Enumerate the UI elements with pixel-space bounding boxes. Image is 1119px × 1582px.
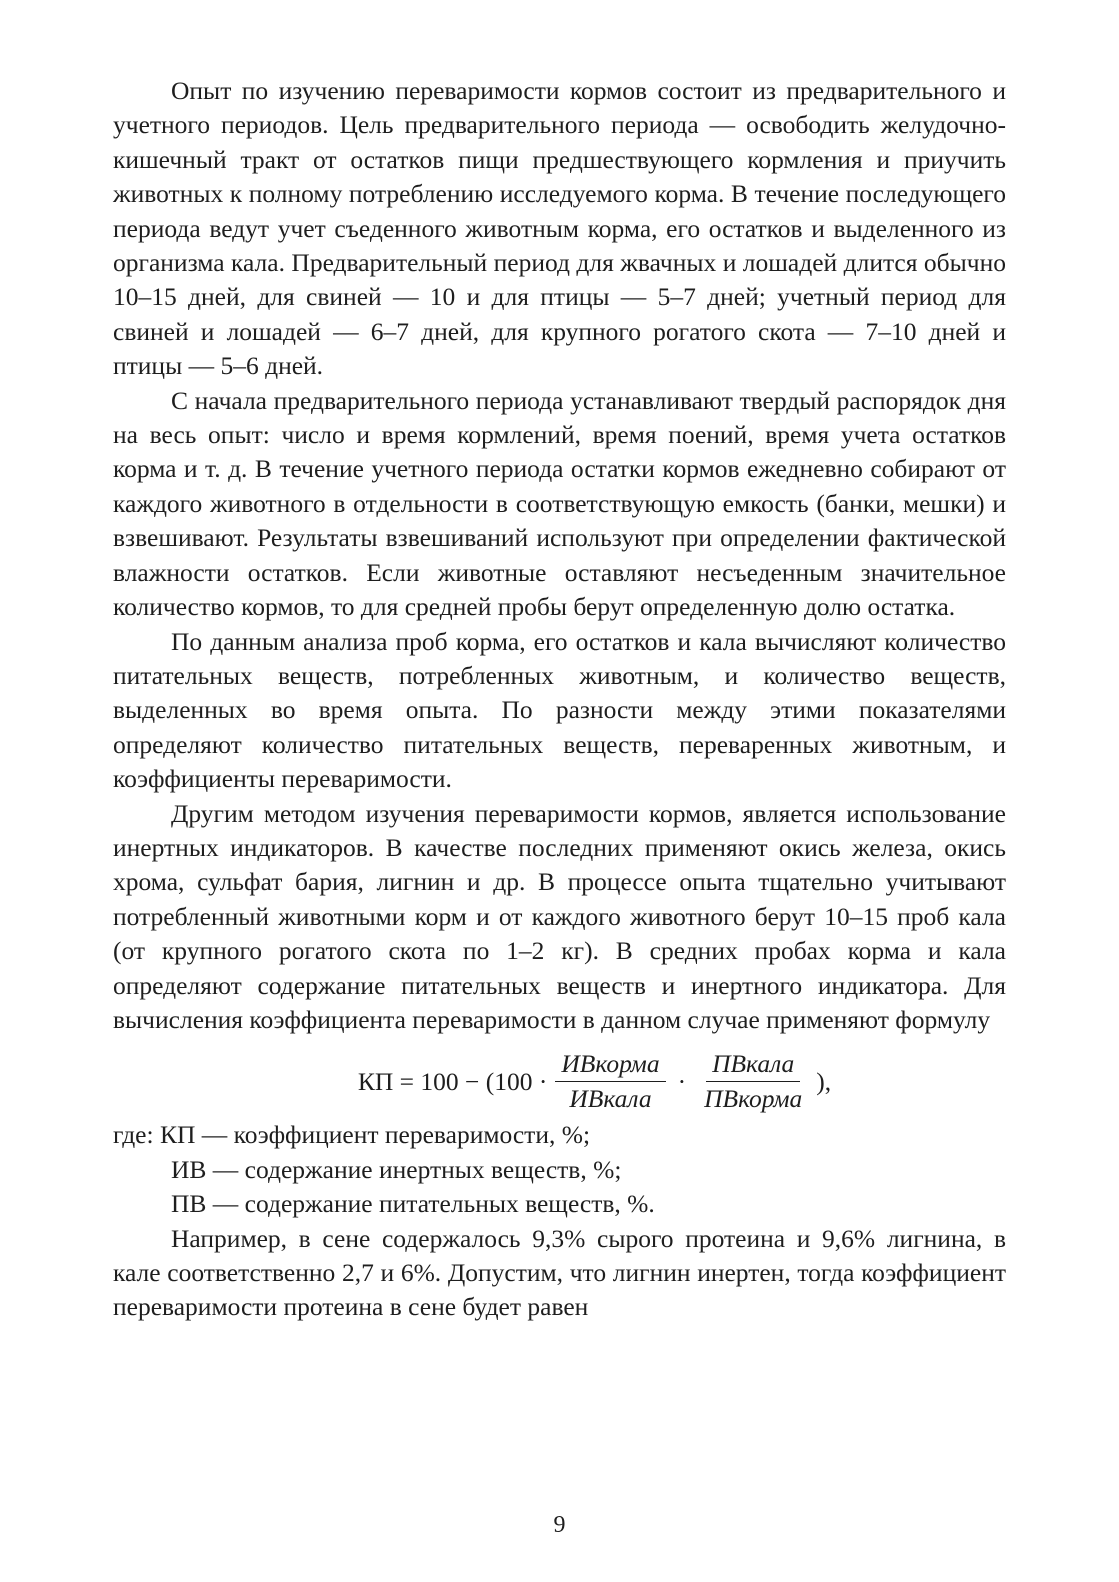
- fraction-inert: [555, 1049, 665, 1114]
- page-body: [113, 74, 1006, 1325]
- paragraph-2: С начала предварительного периода устанавливают твердый распорядок дня на весь опыт: число и время кормлений, время поений, время учета остатков корма и т. д. В течение учетного периода остатки кормов ежедневно собирают от каждого животного в отдельности в соответствующую емкость (банки, мешки) и взвешивают. Результаты взвешиваний используют при определении фактической влажности остатков. Если животные оставляют несъеденным значительное количество кормов, то для средней пробы берут определенную долю остатка.: [113, 385, 1006, 622]
- fraction-nutrient-numerator: ПВкала: [706, 1049, 800, 1082]
- digestibility-formula: [113, 1049, 1006, 1114]
- multiply-dot: ·: [677, 1066, 687, 1096]
- formula-suffix: ),: [816, 1066, 832, 1096]
- paragraph-4: Другим методом изучения переваримости кормов, является использование инертных индикаторов. В качестве последних применяют окись железа, окись хрома, сульфат бария, лигнин и др. В процессе опыта тщательно учитывают потребленный животными корм и от каждого животного берут 10–15 проб кала (от крупного рогатого скота по 1–2 кг). В средних пробах корма и кала определяют содержание питательных веществ и инертного индикатора. Для вычисления коэффициента переваримости в данном случае применяют формулу: [113, 798, 1006, 1034]
- formula-legend: [113, 1118, 1006, 1221]
- paragraph-3: По данным анализа проб корма, его остатков и кала вычисляют количество питательных веществ, потребленных животным, и количество веществ, выделенных во время опыта. По разности между этими показателями определяют количество питательных веществ, переваренных животным, и коэффициенты переваримости.: [113, 626, 1006, 794]
- fraction-nutrient: [698, 1049, 808, 1114]
- legend-pv: ПВ — содержание питательных веществ, %.: [171, 1189, 655, 1219]
- paragraph-1: Опыт по изучению переваримости кормов состоит из предварительного и учетного периодов. Цель предварительного периода — освободить желудочно-кишечный тракт от остатков пищи предшествующего кормления и приучить животных к полному потреблению исследуемого корма. В течение последующего периода ведут учет съеденного животным корма, его остатков и выделенного из организма кала. Предварительный период для жвачных и лошадей длится обычно 10–15 дней, для свиней — 10 и для птицы — 5–7 дней; учетный период для свиней и лошадей — 6–7 дней, для крупного рогатого скота — 7–10 дней и птицы — 5–6 дней.: [113, 76, 1006, 381]
- formula-prefix: КП = 100 − (100 ·: [357, 1066, 548, 1096]
- fraction-nutrient-denominator: ПВкорма: [704, 1084, 803, 1114]
- legend-iv: ИВ — содержание инертных веществ, %;: [171, 1154, 622, 1184]
- page-number: 9: [553, 1512, 566, 1538]
- legend-kp: где: КП — коэффициент переваримости, %;: [113, 1120, 591, 1150]
- paragraph-example: Например, в сене содержалось 9,3% сырого протеина и 9,6% лигнина, в кале соответственно 2,7 и 6%. Допустим, что лигнин инертен, тогда коэффициент переваримости протеина в сене будет равен: [113, 1223, 1006, 1322]
- fraction-inert-numerator: ИВкорма: [555, 1049, 665, 1082]
- fraction-inert-denominator: ИВкала: [569, 1084, 652, 1114]
